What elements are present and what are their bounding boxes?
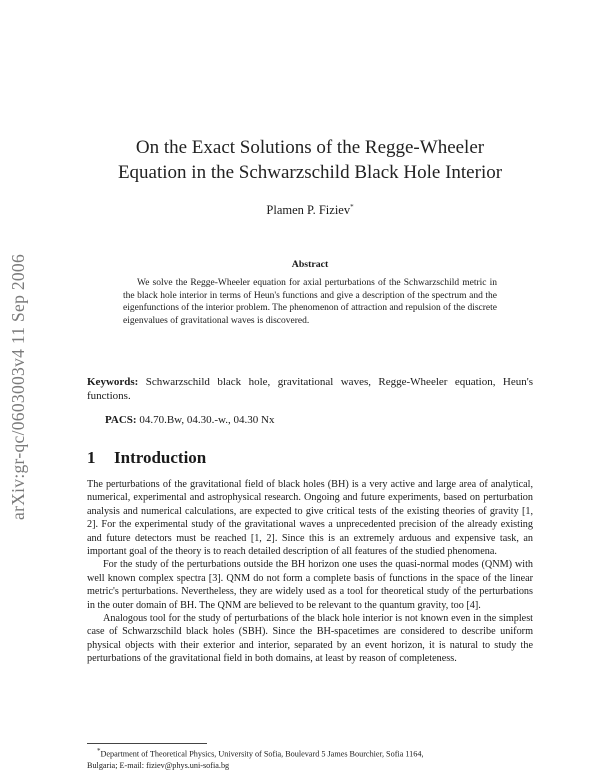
keywords-label: Keywords: [87, 376, 139, 388]
section-number: 1 [87, 448, 96, 467]
abstract-heading: Abstract [291, 259, 329, 270]
pacs-label: PACS: [105, 414, 137, 426]
arxiv-identifier: arXiv:gr-qc/0603003v4 11 Sep 2006 [8, 253, 28, 520]
section-body [87, 478, 533, 666]
author-name: Plamen P. Fiziev [266, 203, 351, 218]
section-heading [87, 448, 206, 468]
keywords-text: Schwarzschild black hole, gravitational waves, Regge-Wheeler equation, Heun's functions. [87, 376, 534, 402]
paragraph-1: The perturbations of the gravitational field of black holes (BH) is a very active and large area of analytical, numerical, experimental and astrophysical research. Ongoing and future experiments, based on perturbation analysis and numerical calculations, are expected to give critical tests of the existing theories of gravity [1, 2]. For the experimental study of the gravitational waves a unprecedented precision of the already existing and future detectors must be reached [1, 2]. Since this is an extremely arduous and expensive task, an important goal of the theory is to reach detailed description of all features of the studied phenomena. [87, 479, 533, 558]
footnote-rule [87, 743, 207, 744]
pacs-codes: 04.70.Bw, 04.30.-w., 04.30 Nx [139, 414, 275, 426]
paragraph-2: For the study of the perturbations outside the BH horizon one uses the quasi-normal modes (QNM) with well known complex spectra [3]. QNM do not form a complete basis of functions in the space of the linear metric's perturbations. Nevertheless, they are widely used as a tool for theoretical study of the perturbations in the outer domain of BH. The QNM are believed to be relevant to the quantum gravity, too [4]. [87, 559, 533, 611]
pacs [105, 414, 274, 426]
keywords [87, 375, 533, 403]
abstract-text: We solve the Regge-Wheeler equation for axial perturbations of the Schwarzschild metric in the black hole interior in terms of Heun's functions and give a description of the spectrum and the eigenfunctions of the interior problem. The phenomenon of attraction and repulsion of the discrete eigenvalues of gravitational waves is discovered. [123, 278, 497, 326]
footnote-line-2: Bulgaria; E-mail: fiziev@phys.uni-sofia.bg [87, 760, 230, 770]
paper-title [87, 135, 533, 185]
footnote-mark: * [97, 747, 101, 755]
footnote [87, 746, 533, 771]
paragraph-3: Analogous tool for the study of perturbations of the black hole interior is not known even in the simplest case of Schwarzschild black holes (SBH). Since the BH-spacetimes are considered to describe uniform physical objects with their exterior and interior, separated by an event horizon, it is natural to study the perturbations of the gravitational field in both domains, at least by reason of completeness. [87, 613, 533, 665]
section-title: Introduction [114, 448, 207, 467]
title-line-2: Equation in the Schwarzschild Black Hole Interior [117, 162, 503, 183]
title-line-1: On the Exact Solutions of the Regge-Wheeler [135, 137, 485, 158]
author-footnote-mark: * [350, 203, 354, 211]
author [87, 203, 533, 218]
footnote-line-1: Department of Theoretical Physics, University of Sofia, Boulevard 5 James Bourchier, Sofia 1164, [100, 749, 424, 759]
